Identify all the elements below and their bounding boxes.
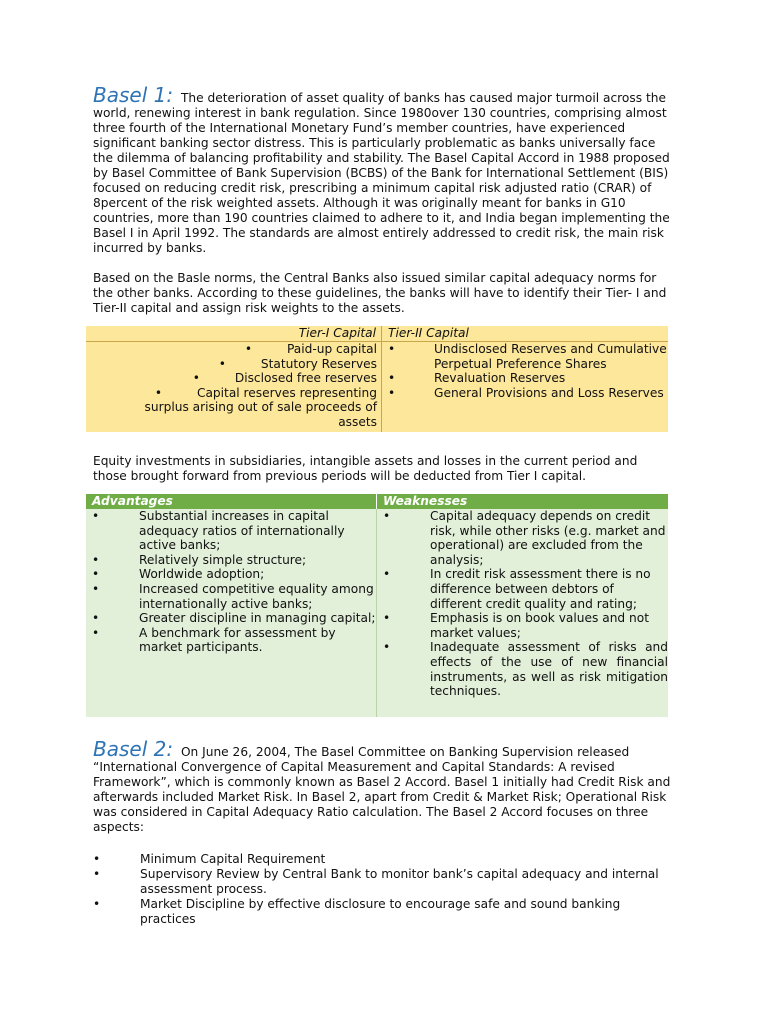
weakness-item: • Capital adequacy depends on credit risk, while other risks (e.g. market and operational) are excluded from the analysis;	[383, 509, 666, 567]
advantage-item: • Relatively simple structure;	[92, 552, 307, 567]
advantage-item: • Greater discipline in managing capital;	[92, 611, 376, 626]
tier1-item: • Capital reserves representing surplus arising out of sale proceeds of assets	[144, 385, 377, 429]
basel2-aspects-list	[93, 852, 668, 927]
advantage-item: • Substantial increases in capital adequacy ratios of internationally active banks;	[92, 509, 345, 553]
deduction-note-paragraph: Equity investments in subsidiaries, intangible assets and losses in the current period and those brought forward from previous periods will be deducted from Tier I capital.	[93, 454, 638, 483]
tier-capital-table	[86, 326, 668, 432]
advantage-item: • Worldwide adoption;	[92, 567, 265, 582]
aspect-item: • Supervisory Review by Central Bank to monitor bank’s capital adequacy and internal assessment process.	[93, 867, 659, 896]
weakness-item: • Inadequate assessment of risks and effects of the use of new financial instruments, as well as risk mitigation techniques.	[383, 640, 668, 699]
weaknesses-header: Weaknesses	[377, 494, 669, 509]
tier1-list	[86, 342, 382, 432]
weakness-item: • In credit risk assessment there is no difference between debtors of different credit quality and rating;	[383, 567, 651, 611]
tier1-item: • Statutory Reserves	[218, 356, 377, 371]
tier2-item: • Revaluation Reserves	[388, 371, 566, 386]
basle-norms-paragraph: Based on the Basle norms, the Central Banks also issued similar capital adequacy norms for the other banks. According to these guidelines, the banks will have to identify their Tier- I and Tier-II capital and assign risk weights to the assets.	[93, 271, 667, 315]
aspect-item: • Market Discipline by effective disclosure to encourage safe and sound banking practices	[93, 897, 621, 926]
basel1-heading: Basel 1:	[93, 83, 174, 107]
weaknesses-list	[377, 509, 669, 717]
basel1-paragraph	[93, 83, 673, 256]
advantages-header: Advantages	[86, 494, 377, 509]
basel2-heading: Basel 2:	[93, 737, 174, 761]
weakness-item: • Emphasis is on book values and not market values;	[383, 611, 649, 640]
tier2-header: Tier-II Capital	[382, 326, 669, 342]
advantages-list	[86, 509, 377, 717]
tier2-item: • Undisclosed Reserves and Cumulative Perpetual Preference Shares	[388, 342, 667, 371]
tier1-item: • Paid-up capital	[244, 342, 377, 356]
tier2-item: • General Provisions and Loss Reserves	[388, 385, 664, 400]
advantages-weaknesses-table	[86, 494, 668, 717]
basel2-paragraph	[93, 737, 673, 835]
basel1-intro-text: The deterioration of asset quality of banks has caused major turmoil across the world, renewing interest in bank regulation. Since 1980over 130 countries, comprising almost three fourth of the International Monetary Fund’s member countries, have experienced significant banking sector distress. This is particularly problematic as banks universally face the dilemma of balancing profitability and stability. The Basel Capital Accord in 1988 proposed by Basel Committee of Bank Supervision (BCBS) of the Bank for International Settlement (BIS) focused on reducing credit risk, prescribing a minimum capital risk adjusted ratio (CRAR) of 8percent of the risk weighted assets. Although it was originally meant for banks in G10 countries, more than 190 countries claimed to adhere to it, and India began implementing the Basel I in April 1992. The standards are almost entirely addressed to credit risk, the main risk incurred by banks.	[93, 91, 670, 255]
aspect-item: • Minimum Capital Requirement	[93, 852, 326, 866]
tier1-item: • Disclosed free reserves	[192, 371, 377, 386]
basel2-intro-text: On June 26, 2004, The Basel Committee on Banking Supervision released “International Convergence of Capital Measurement and Capital Standards: A revised Framework”, which is commonly known as Basel 2 Accord. Basel 1 initially had Credit Risk and afterwards included Market Risk. In Basel 2, apart from Credit & Market Risk; Operational Risk was considered in Capital Adequacy Ratio calculation. The Basel 2 Accord focuses on three aspects:	[93, 745, 671, 834]
advantage-item: • A benchmark for assessment by market participants.	[92, 625, 336, 655]
advantage-item: • Increased competitive equality among internationally active banks;	[92, 581, 374, 611]
tier1-header: Tier-I Capital	[86, 326, 382, 342]
tier2-list	[382, 342, 669, 432]
